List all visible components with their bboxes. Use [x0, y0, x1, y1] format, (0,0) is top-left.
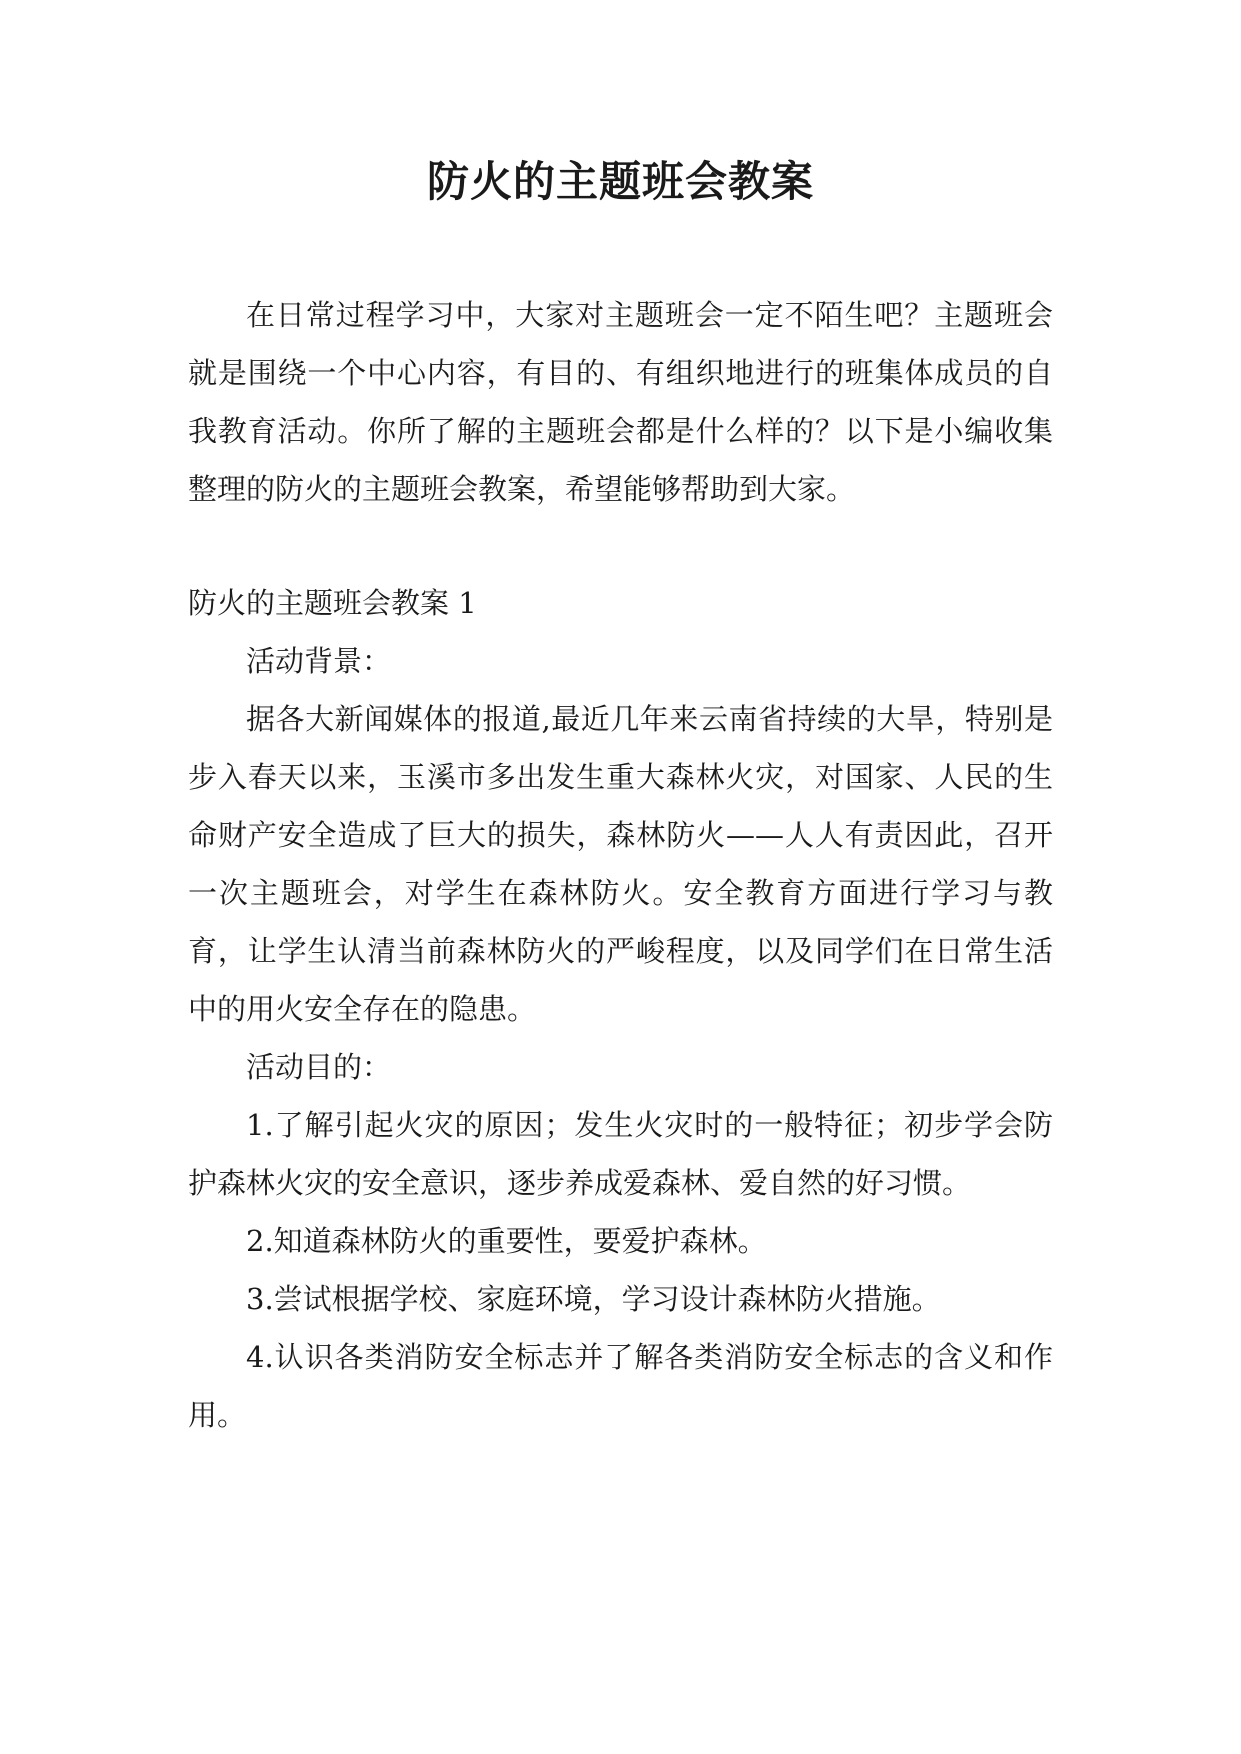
background-heading: 活动背景： [246, 644, 392, 678]
document-body [188, 286, 1053, 1444]
purpose-item-2: 2.知道森林防火的重要性，要爱护森林。 [246, 1224, 767, 1258]
purpose-heading: 活动目的： [246, 1050, 392, 1084]
document-title: 防火的主题班会教案 [426, 157, 814, 206]
purpose-item-4: 4.认识各类消防安全标志并了解各类消防安全标志的含义和作用。 [188, 1340, 1053, 1432]
section-title: 防火的主题班会教案 1 [188, 586, 477, 620]
background-paragraph: 据各大新闻媒体的报道,最近几年来云南省持续的大旱，特别是步入春天以来，玉溪市多出发生重大森林火灾，对国家、人民的生命财产安全造成了巨大的损失，森林防火——人人有责因此，召开一次主题班会，对学生在森林防火。安全教育方面进行学习与教育，让学生认清当前森林防火的严峻程度，以及同学们在日常生活中的用火安全存在的隐患。 [188, 702, 1053, 1026]
purpose-item-3: 3.尝试根据学校、家庭环境，学习设计森林防火措施。 [246, 1282, 941, 1316]
paragraph-spacer [188, 518, 1053, 574]
intro-paragraph: 在日常过程学习中，大家对主题班会一定不陌生吧？主题班会就是围绕一个中心内容，有目的、有组织地进行的班集体成员的自我教育活动。你所了解的主题班会都是什么样的？以下是小编收集整理的防火的主题班会教案，希望能够帮助到大家。 [188, 298, 1053, 506]
purpose-item-1: 1.了解引起火灾的原因；发生火灾时的一般特征；初步学会防护森林火灾的安全意识，逐步养成爱森林、爱自然的好习惯。 [188, 1108, 1053, 1200]
